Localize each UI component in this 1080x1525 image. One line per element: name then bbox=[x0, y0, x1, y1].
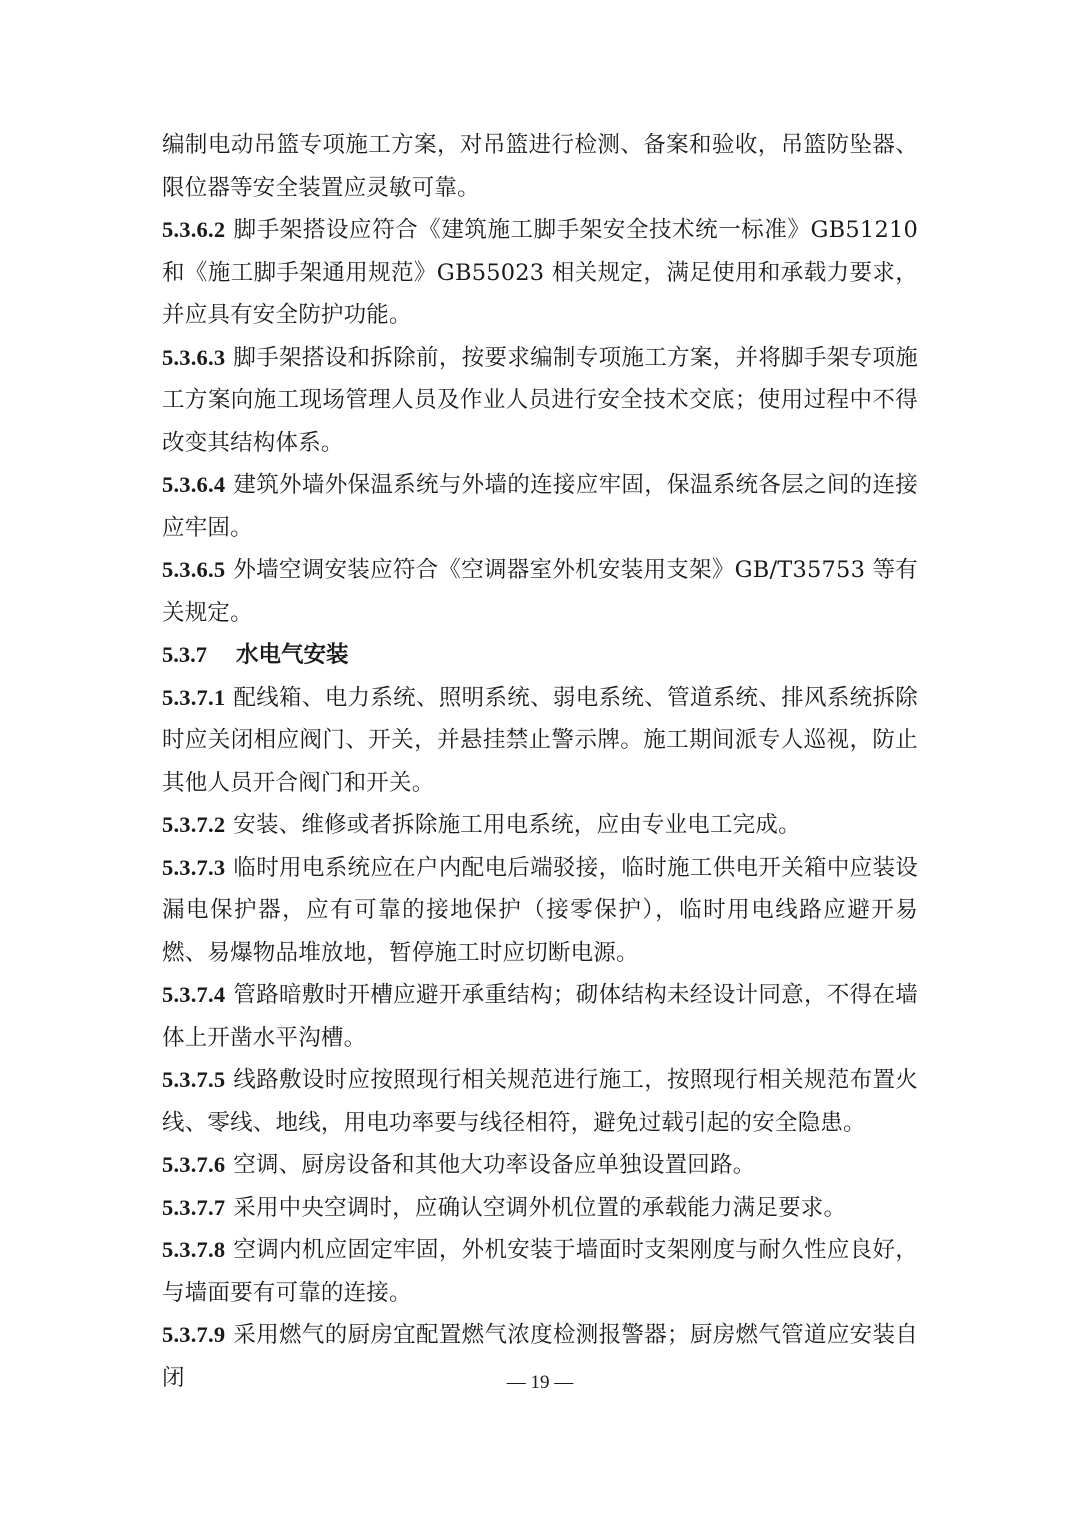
clause-text: 线路敷设时应按照现行相关规范进行施工，按照现行相关规范布置火线、零线、地线，用电功率要与线径相符，避免过载引起的安全隐患。 bbox=[162, 1067, 918, 1136]
clause-5-3-7-6 bbox=[162, 1144, 918, 1187]
clause-number: 5.3.6.3 bbox=[162, 344, 226, 370]
clause-5-3-7-4 bbox=[162, 974, 918, 1059]
clause-number: 5.3.7.3 bbox=[162, 854, 226, 880]
clause-number: 5.3.7.9 bbox=[162, 1322, 226, 1347]
clause-text: 采用燃气的厨房宜配置燃气浓度检测报警器；厨房燃气管道应安装自闭 bbox=[162, 1322, 918, 1391]
clause-5-3-7-7 bbox=[162, 1187, 918, 1230]
clause-number: 5.3.7.6 bbox=[162, 1152, 226, 1177]
clause-number: 5.3.6.4 bbox=[162, 472, 226, 497]
clause-5-3-7-5 bbox=[162, 1059, 918, 1144]
section-title: 水电气安装 bbox=[236, 642, 349, 668]
clause-number: 5.3.7.5 bbox=[162, 1067, 226, 1092]
clause-number: 5.3.7.4 bbox=[162, 982, 226, 1007]
section-heading bbox=[162, 634, 918, 677]
document-body bbox=[162, 124, 918, 1399]
clause-number: 5.3.7.1 bbox=[162, 684, 226, 710]
clause-text: 脚手架搭设应符合《建筑施工脚手架安全技术统一标准》GB51210 和《施工脚手架通用规范》GB55023 相关规定，满足使用和承载力要求，并应具有安全防护功能。 bbox=[162, 217, 918, 328]
clause-text: 配线箱、电力系统、照明系统、弱电系统、管道系统、排风系统拆除时应关闭相应阀门、开关，并悬挂禁止警示牌。施工期间派专人巡视，防止其他人员开合阀门和开关。 bbox=[162, 684, 918, 796]
page-number: — 19 — bbox=[506, 1372, 574, 1393]
clause-text: 临时用电系统应在户内配电后端驳接，临时施工供电开关箱中应装设漏电保护器，应有可靠的接地保护（接零保护），临时用电线路应避开易燃、易爆物品堆放地，暂停施工时应切断电源。 bbox=[162, 854, 918, 966]
clause-5-3-6-2 bbox=[162, 209, 918, 337]
clause-text: 安装、维修或者拆除施工用电系统，应由专业电工完成。 bbox=[233, 812, 801, 838]
clause-5-3-6-4 bbox=[162, 464, 918, 549]
clause-text: 外墙空调安装应符合《空调器室外机安装用支架》GB/T35753 等有关规定。 bbox=[162, 557, 918, 626]
clause-text: 空调、厨房设备和其他大功率设备应单独设置回路。 bbox=[233, 1152, 756, 1178]
intro-paragraph: 编制电动吊篮专项施工方案，对吊篮进行检测、备案和验收，吊篮防坠器、限位器等安全装置应灵敏可靠。 bbox=[162, 132, 918, 201]
clause-5-3-6-3 bbox=[162, 337, 918, 465]
clause-5-3-7-3 bbox=[162, 847, 918, 975]
clause-text: 建筑外墙外保温系统与外墙的连接应牢固，保温系统各层之间的连接应牢固。 bbox=[162, 472, 918, 541]
clause-text: 采用中央空调时，应确认空调外机位置的承载能力满足要求。 bbox=[233, 1194, 847, 1221]
clause-5-3-7-8 bbox=[162, 1229, 918, 1314]
clause-number: 5.3.7.7 bbox=[162, 1194, 226, 1220]
clause-text: 管路暗敷时开槽应避开承重结构；砌体结构未经设计同意，不得在墙体上开凿水平沟槽。 bbox=[162, 982, 918, 1051]
clause-5-3-7-2 bbox=[162, 804, 918, 847]
section-number: 5.3.7 bbox=[162, 642, 207, 667]
clause-5-3-6-5 bbox=[162, 549, 918, 634]
clause-number: 5.3.7.2 bbox=[162, 812, 226, 837]
clause-5-3-7-1 bbox=[162, 677, 918, 805]
clause-text: 空调内机应固定牢固，外机安装于墙面时支架刚度与耐久性应良好，与墙面要有可靠的连接。 bbox=[162, 1237, 918, 1306]
clause-number: 5.3.7.8 bbox=[162, 1237, 226, 1262]
clause-number: 5.3.6.2 bbox=[162, 217, 226, 242]
clause-number: 5.3.6.5 bbox=[162, 557, 226, 582]
clause-text: 脚手架搭设和拆除前，按要求编制专项施工方案，并将脚手架专项施工方案向施工现场管理人员及作业人员进行安全技术交底；使用过程中不得改变其结构体系。 bbox=[162, 344, 918, 456]
